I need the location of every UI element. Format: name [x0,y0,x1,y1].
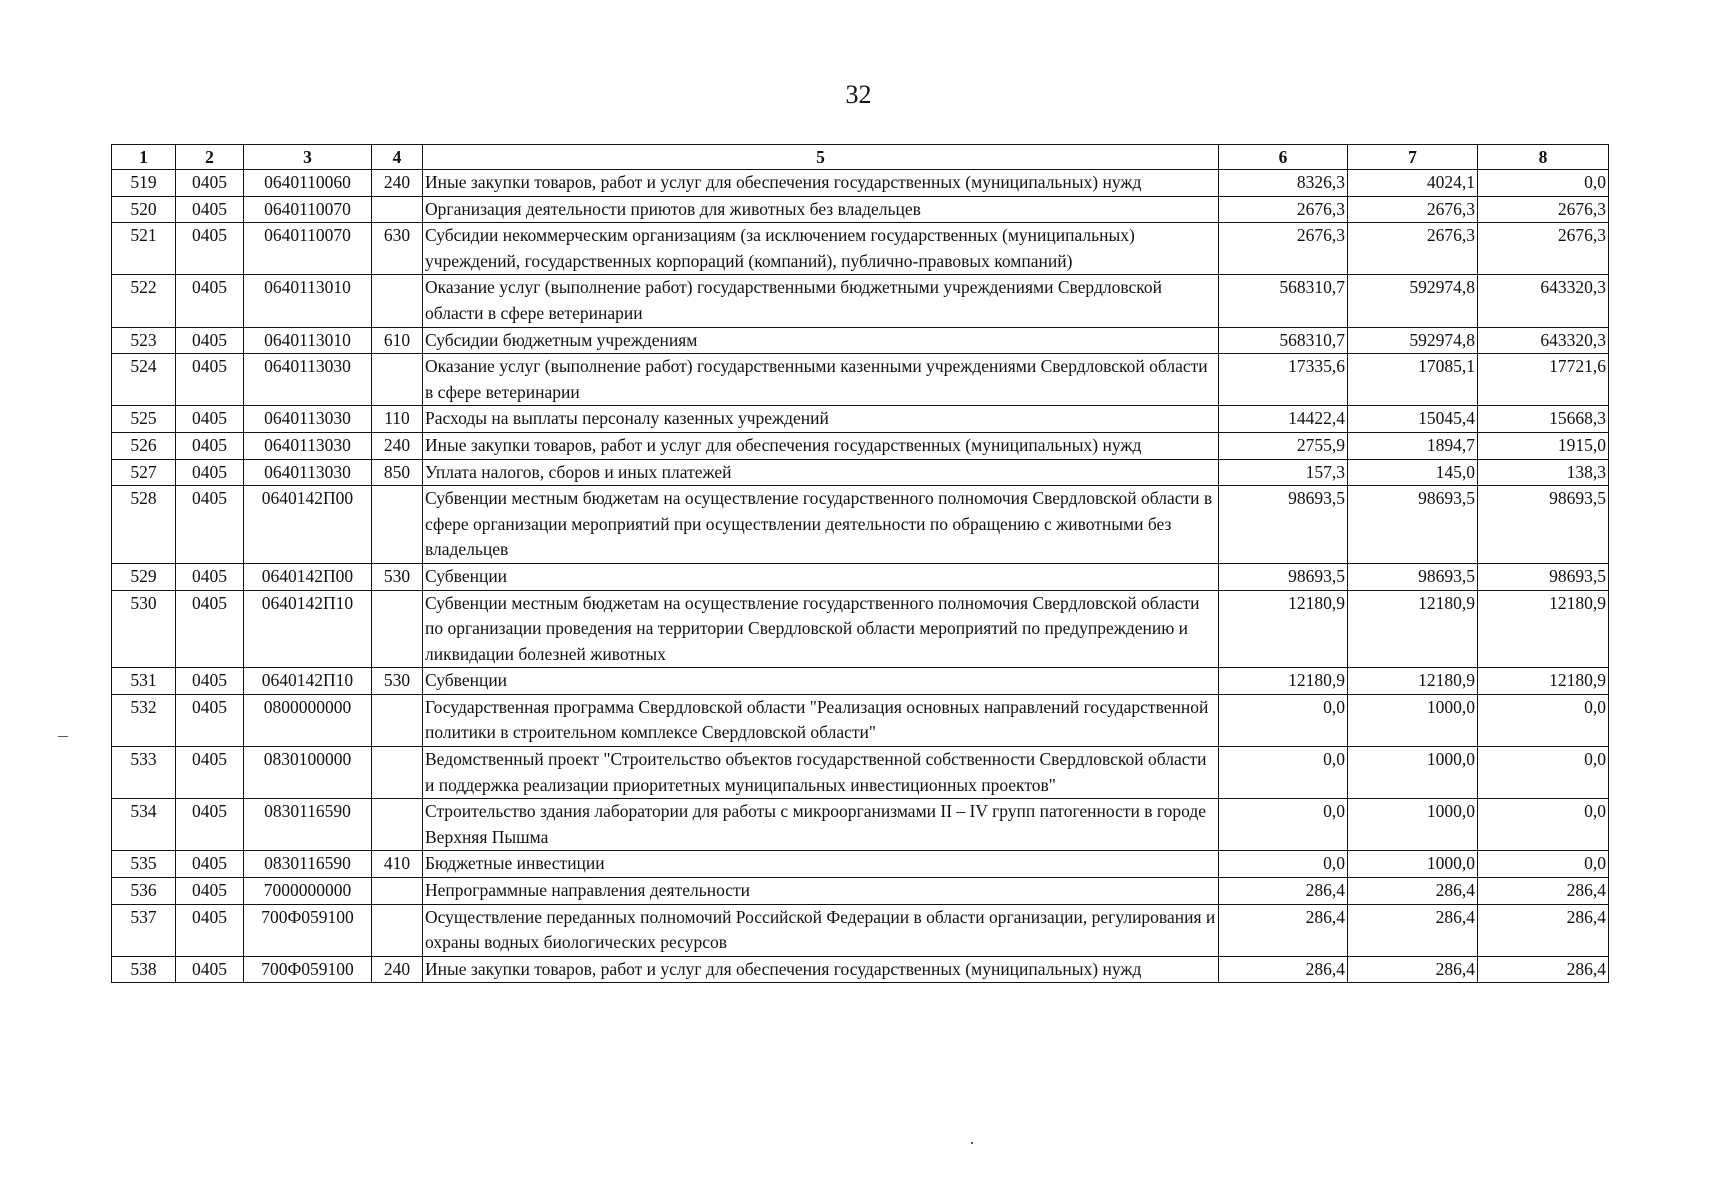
row-number-cell: 538 [112,956,176,983]
expense-type-cell: 240 [372,432,423,459]
amount-col8-cell: 1915,0 [1478,432,1609,459]
amount-col7-cell: 286,4 [1348,904,1478,956]
amount-col6-cell: 2676,3 [1219,223,1348,275]
row-number-cell: 522 [112,275,176,327]
target-article-cell: 0830100000 [244,747,372,799]
target-article-cell: 0640110070 [244,223,372,275]
page-number: 32 [845,80,872,109]
expense-type-cell [372,878,423,905]
item-name-cell: Субвенции [423,563,1219,590]
amount-col8-cell: 12180,9 [1478,590,1609,668]
section-code-cell: 0405 [176,459,244,486]
item-name-cell: Государственная программа Свердловской области "Реализация основных направлений государственной политики в строительном комплексе Свердловской области" [423,694,1219,746]
table-row [112,459,1609,486]
expense-type-cell: 530 [372,668,423,695]
column-header-2: 2 [176,145,244,170]
target-article-cell: 0640110060 [244,170,372,197]
amount-col6-cell: 12180,9 [1219,590,1348,668]
table-row [112,668,1609,695]
item-name-cell: Осуществление переданных полномочий Российской Федерации в области организации, регулирования и охраны водных биологических ресурсов [423,904,1219,956]
expense-type-cell: 850 [372,459,423,486]
amount-col7-cell: 286,4 [1348,878,1478,905]
row-number-cell: 532 [112,694,176,746]
item-name-cell: Субсидии некоммерческим организациям (за исключением государственных (муниципальных) учреждений, государственных корпораций (компаний), публично-правовых компаний) [423,223,1219,275]
expense-type-cell: 610 [372,327,423,354]
table-row [112,694,1609,746]
section-code-cell: 0405 [176,432,244,459]
target-article-cell: 0640142П00 [244,563,372,590]
item-name-cell: Бюджетные инвестиции [423,851,1219,878]
amount-col8-cell: 17721,6 [1478,354,1609,406]
amount-col6-cell: 0,0 [1219,747,1348,799]
target-article-cell: 0640113010 [244,275,372,327]
amount-col6-cell: 0,0 [1219,694,1348,746]
target-article-cell: 0640142П10 [244,590,372,668]
amount-col8-cell: 643320,3 [1478,327,1609,354]
expense-type-cell: 630 [372,223,423,275]
row-number-cell: 527 [112,459,176,486]
amount-col6-cell: 568310,7 [1219,275,1348,327]
amount-col8-cell: 0,0 [1478,799,1609,851]
target-article-cell: 0640113010 [244,327,372,354]
amount-col7-cell: 592974,8 [1348,327,1478,354]
target-article-cell: 0830116590 [244,799,372,851]
expense-type-cell: 240 [372,956,423,983]
expense-type-cell: 530 [372,563,423,590]
amount-col6-cell: 14422,4 [1219,406,1348,433]
item-name-cell: Иные закупки товаров, работ и услуг для обеспечения государственных (муниципальных) нужд [423,432,1219,459]
item-name-cell: Расходы на выплаты персоналу казенных учреждений [423,406,1219,433]
section-code-cell: 0405 [176,799,244,851]
table-row [112,747,1609,799]
item-name-cell: Организация деятельности приютов для животных без владельцев [423,196,1219,223]
row-number-cell: 531 [112,668,176,695]
amount-col7-cell: 1000,0 [1348,799,1478,851]
expense-type-cell [372,904,423,956]
target-article-cell: 0640110070 [244,196,372,223]
amount-col7-cell: 2676,3 [1348,223,1478,275]
section-code-cell: 0405 [176,563,244,590]
amount-col7-cell: 1000,0 [1348,747,1478,799]
column-header-3: 3 [244,145,372,170]
amount-col8-cell: 643320,3 [1478,275,1609,327]
table-row [112,327,1609,354]
section-code-cell: 0405 [176,747,244,799]
column-header-5: 5 [423,145,1219,170]
section-code-cell: 0405 [176,486,244,564]
table-row [112,904,1609,956]
section-code-cell: 0405 [176,668,244,695]
expense-type-cell: 110 [372,406,423,433]
item-name-cell: Оказание услуг (выполнение работ) государственными бюджетными учреждениями Свердловской области в сфере ветеринарии [423,275,1219,327]
item-name-cell: Оказание услуг (выполнение работ) государственными казенными учреждениями Свердловской области в сфере ветеринарии [423,354,1219,406]
amount-col7-cell: 145,0 [1348,459,1478,486]
row-number-cell: 530 [112,590,176,668]
column-header-8: 8 [1478,145,1609,170]
target-article-cell: 0640142П10 [244,668,372,695]
amount-col6-cell: 286,4 [1219,904,1348,956]
item-name-cell: Иные закупки товаров, работ и услуг для обеспечения государственных (муниципальных) нужд [423,170,1219,197]
row-number-cell: 526 [112,432,176,459]
amount-col6-cell: 0,0 [1219,851,1348,878]
row-number-cell: 533 [112,747,176,799]
amount-col6-cell: 98693,5 [1219,563,1348,590]
amount-col7-cell: 98693,5 [1348,563,1478,590]
amount-col6-cell: 17335,6 [1219,354,1348,406]
amount-col6-cell: 98693,5 [1219,486,1348,564]
row-number-cell: 521 [112,223,176,275]
amount-col8-cell: 2676,3 [1478,196,1609,223]
section-code-cell: 0405 [176,878,244,905]
scan-mark [58,736,68,737]
column-header-1: 1 [112,145,176,170]
section-code-cell: 0405 [176,956,244,983]
section-code-cell: 0405 [176,694,244,746]
section-code-cell: 0405 [176,327,244,354]
amount-col7-cell: 12180,9 [1348,668,1478,695]
row-number-cell: 534 [112,799,176,851]
section-code-cell: 0405 [176,170,244,197]
amount-col7-cell: 98693,5 [1348,486,1478,564]
table-row [112,406,1609,433]
section-code-cell: 0405 [176,590,244,668]
amount-col8-cell: 286,4 [1478,904,1609,956]
item-name-cell: Ведомственный проект "Строительство объектов государственной собственности Свердловской области и поддержка реализации приоритетных муниципальных инвестиционных проектов" [423,747,1219,799]
section-code-cell: 0405 [176,904,244,956]
expense-type-cell [372,196,423,223]
item-name-cell: Строительство здания лаборатории для работы с микроорганизмами II – IV групп патогенности в городе Верхняя Пышма [423,799,1219,851]
row-number-cell: 520 [112,196,176,223]
table-row [112,486,1609,564]
expense-type-cell [372,486,423,564]
amount-col7-cell: 15045,4 [1348,406,1478,433]
target-article-cell: 0830116590 [244,851,372,878]
amount-col6-cell: 286,4 [1219,878,1348,905]
row-number-cell: 525 [112,406,176,433]
target-article-cell: 700Ф059100 [244,956,372,983]
table-row [112,223,1609,275]
row-number-cell: 519 [112,170,176,197]
row-number-cell: 529 [112,563,176,590]
amount-col6-cell: 286,4 [1219,956,1348,983]
table-row [112,170,1609,197]
column-header-4: 4 [372,145,423,170]
amount-col7-cell: 4024,1 [1348,170,1478,197]
target-article-cell: 7000000000 [244,878,372,905]
section-code-cell: 0405 [176,196,244,223]
amount-col7-cell: 12180,9 [1348,590,1478,668]
amount-col8-cell: 15668,3 [1478,406,1609,433]
amount-col7-cell: 286,4 [1348,956,1478,983]
amount-col8-cell: 286,4 [1478,956,1609,983]
row-number-cell: 528 [112,486,176,564]
amount-col7-cell: 1894,7 [1348,432,1478,459]
column-header-6: 6 [1219,145,1348,170]
amount-col7-cell: 592974,8 [1348,275,1478,327]
item-name-cell: Субвенции местным бюджетам на осуществление государственного полномочия Свердловской области по организации проведения на территории Свердловской области мероприятий по предупреждению и ликвидации болезней животных [423,590,1219,668]
table-row [112,799,1609,851]
column-header-7: 7 [1348,145,1478,170]
row-number-cell: 537 [112,904,176,956]
amount-col7-cell: 1000,0 [1348,694,1478,746]
amount-col8-cell: 98693,5 [1478,563,1609,590]
amount-col6-cell: 157,3 [1219,459,1348,486]
table-body [112,170,1609,983]
table-row [112,432,1609,459]
amount-col8-cell: 0,0 [1478,747,1609,799]
table-row [112,196,1609,223]
section-code-cell: 0405 [176,223,244,275]
target-article-cell: 0640113030 [244,354,372,406]
expense-type-cell: 240 [372,170,423,197]
section-code-cell: 0405 [176,851,244,878]
item-name-cell: Субвенции [423,668,1219,695]
amount-col8-cell: 0,0 [1478,851,1609,878]
expense-type-cell [372,747,423,799]
amount-col8-cell: 286,4 [1478,878,1609,905]
amount-col6-cell: 12180,9 [1219,668,1348,695]
amount-col8-cell: 12180,9 [1478,668,1609,695]
amount-col8-cell: 98693,5 [1478,486,1609,564]
table-header-row [112,145,1609,170]
row-number-cell: 524 [112,354,176,406]
target-article-cell: 0800000000 [244,694,372,746]
table-row [112,851,1609,878]
amount-col8-cell: 2676,3 [1478,223,1609,275]
section-code-cell: 0405 [176,354,244,406]
amount-col7-cell: 2676,3 [1348,196,1478,223]
table-row [112,590,1609,668]
expense-type-cell [372,799,423,851]
item-name-cell: Субсидии бюджетным учреждениям [423,327,1219,354]
item-name-cell: Уплата налогов, сборов и иных платежей [423,459,1219,486]
amount-col8-cell: 0,0 [1478,694,1609,746]
item-name-cell: Субвенции местным бюджетам на осуществление государственного полномочия Свердловской области в сфере организации мероприятий при осуществлении деятельности по обращению с животными без владельцев [423,486,1219,564]
amount-col6-cell: 568310,7 [1219,327,1348,354]
expense-type-cell: 410 [372,851,423,878]
expense-type-cell [372,354,423,406]
amount-col8-cell: 138,3 [1478,459,1609,486]
target-article-cell: 0640142П00 [244,486,372,564]
amount-col7-cell: 17085,1 [1348,354,1478,406]
table-row [112,956,1609,983]
budget-table [111,144,1609,983]
item-name-cell: Иные закупки товаров, работ и услуг для обеспечения государственных (муниципальных) нужд [423,956,1219,983]
amount-col6-cell: 2755,9 [1219,432,1348,459]
amount-col6-cell: 0,0 [1219,799,1348,851]
row-number-cell: 536 [112,878,176,905]
scan-speck [971,1142,973,1144]
table-row [112,563,1609,590]
section-code-cell: 0405 [176,275,244,327]
target-article-cell: 0640113030 [244,406,372,433]
expense-type-cell [372,694,423,746]
table-row [112,354,1609,406]
item-name-cell: Непрограммные направления деятельности [423,878,1219,905]
expense-type-cell [372,590,423,668]
table-row [112,878,1609,905]
amount-col8-cell: 0,0 [1478,170,1609,197]
section-code-cell: 0405 [176,406,244,433]
expense-type-cell [372,275,423,327]
row-number-cell: 523 [112,327,176,354]
amount-col6-cell: 8326,3 [1219,170,1348,197]
target-article-cell: 0640113030 [244,459,372,486]
target-article-cell: 0640113030 [244,432,372,459]
row-number-cell: 535 [112,851,176,878]
table-row [112,275,1609,327]
amount-col6-cell: 2676,3 [1219,196,1348,223]
amount-col7-cell: 1000,0 [1348,851,1478,878]
target-article-cell: 700Ф059100 [244,904,372,956]
